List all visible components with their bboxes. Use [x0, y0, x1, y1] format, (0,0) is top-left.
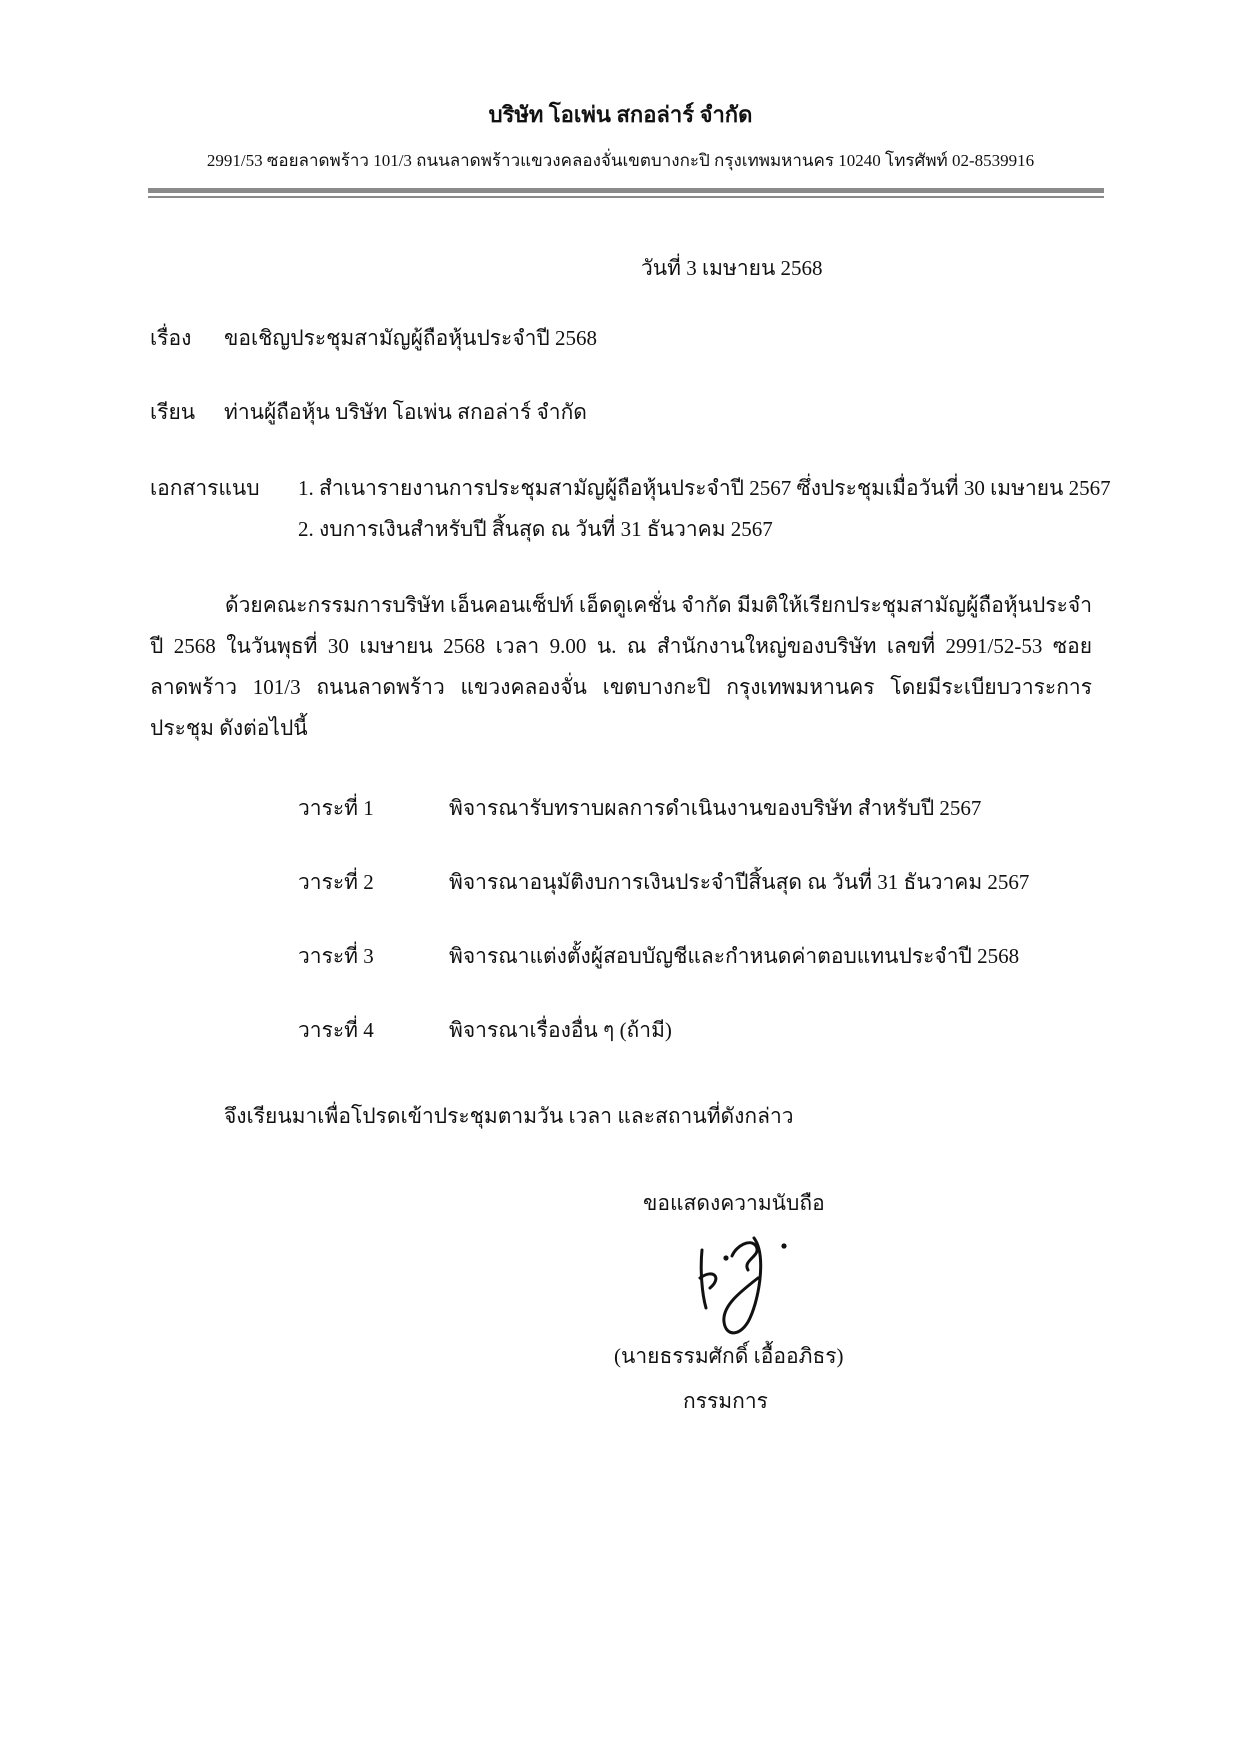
- company-name: บริษัท โอเพ่น สกอล่าร์ จำกัด: [488, 102, 753, 127]
- regards-text: ขอแสดงความนับถือ: [643, 1191, 825, 1215]
- attachments-label: เอกสารแนบ: [150, 476, 260, 500]
- attachment-item: 1. สำเนารายงานการประชุมสามัญผู้ถือหุ้นประจำปี 2567 ซึ่งประชุมเมื่อวันที่ 30 เมษายน 2567: [298, 476, 1111, 500]
- closing-sentence: จึงเรียนมาเพื่อโปรดเข้าประชุมตามวัน เวลา และสถานที่ดังกล่าว: [224, 1104, 794, 1128]
- agenda-text: พิจารณาอนุมัติงบการเงินประจำปีสิ้นสุด ณ วันที่ 31 ธันวาคม 2567: [449, 870, 1030, 894]
- subject-text: ขอเชิญประชุมสามัญผู้ถือหุ้นประจำปี 2568: [224, 326, 598, 350]
- agenda-number: วาระที่ 1: [298, 796, 374, 820]
- recipient-text: ท่านผู้ถือหุ้น บริษัท โอเพ่น สกอล่าร์ จำกัด: [224, 400, 587, 424]
- agenda-text: พิจารณารับทราบผลการดำเนินงานของบริษัท สำหรับปี 2567: [449, 796, 982, 820]
- attachment-item: 2. งบการเงินสำหรับปี สิ้นสุด ณ วันที่ 31 ธันวาคม 2567: [298, 517, 773, 541]
- signer-name: (นายธรรมศักดิ์ เอื้ออภิธร): [614, 1344, 844, 1368]
- header-divider: [148, 188, 1104, 193]
- recipient-label: เรียน: [150, 400, 196, 424]
- signer-position: กรรมการ: [683, 1389, 768, 1413]
- header-divider-thin: [148, 196, 1104, 198]
- company-address: 2991/53 ซอยลาดพร้าว 101/3 ถนนลาดพร้าวแขวงคลองจั่นเขตบางกะปิ กรุงเทพมหานคร 10240 โทรศัพท์ 02-8539916: [206, 151, 1035, 170]
- agenda-number: วาระที่ 2: [298, 870, 374, 894]
- signature: [680, 1208, 810, 1343]
- letter-date: วันที่ 3 เมษายน 2568: [641, 256, 823, 280]
- agenda-text: พิจารณาแต่งตั้งผู้สอบบัญชีและกำหนดค่าตอบแทนประจำปี 2568: [449, 944, 1020, 968]
- agenda-number: วาระที่ 3: [298, 944, 374, 968]
- subject-label: เรื่อง: [150, 326, 192, 350]
- body-paragraph: ด้วยคณะกรรมการบริษัท เอ็นคอนเซ็ปท์ เอ็ดดูเคชั่น จำกัด มีมติให้เรียกประชุมสามัญผู้ถือหุ้นประจำปี 2568 ในวันพุธที่ 30 เมษายน 2568 เวลา 9.00 น. ณ สำนักงานใหญ่ของบริษัท เลขที่ 2991/52-53 ซอยลาดพร้าว 101/3 ถนนลาดพร้าว แขวงคลองจั่น เขตบางกะปิ กรุงเทพมหานคร โดยมีระเบียบวาระการประชุม ดังต่อไปนี้: [150, 593, 1093, 740]
- agenda-number: วาระที่ 4: [298, 1018, 374, 1042]
- agenda-text: พิจารณาเรื่องอื่น ๆ (ถ้ามี): [449, 1018, 672, 1042]
